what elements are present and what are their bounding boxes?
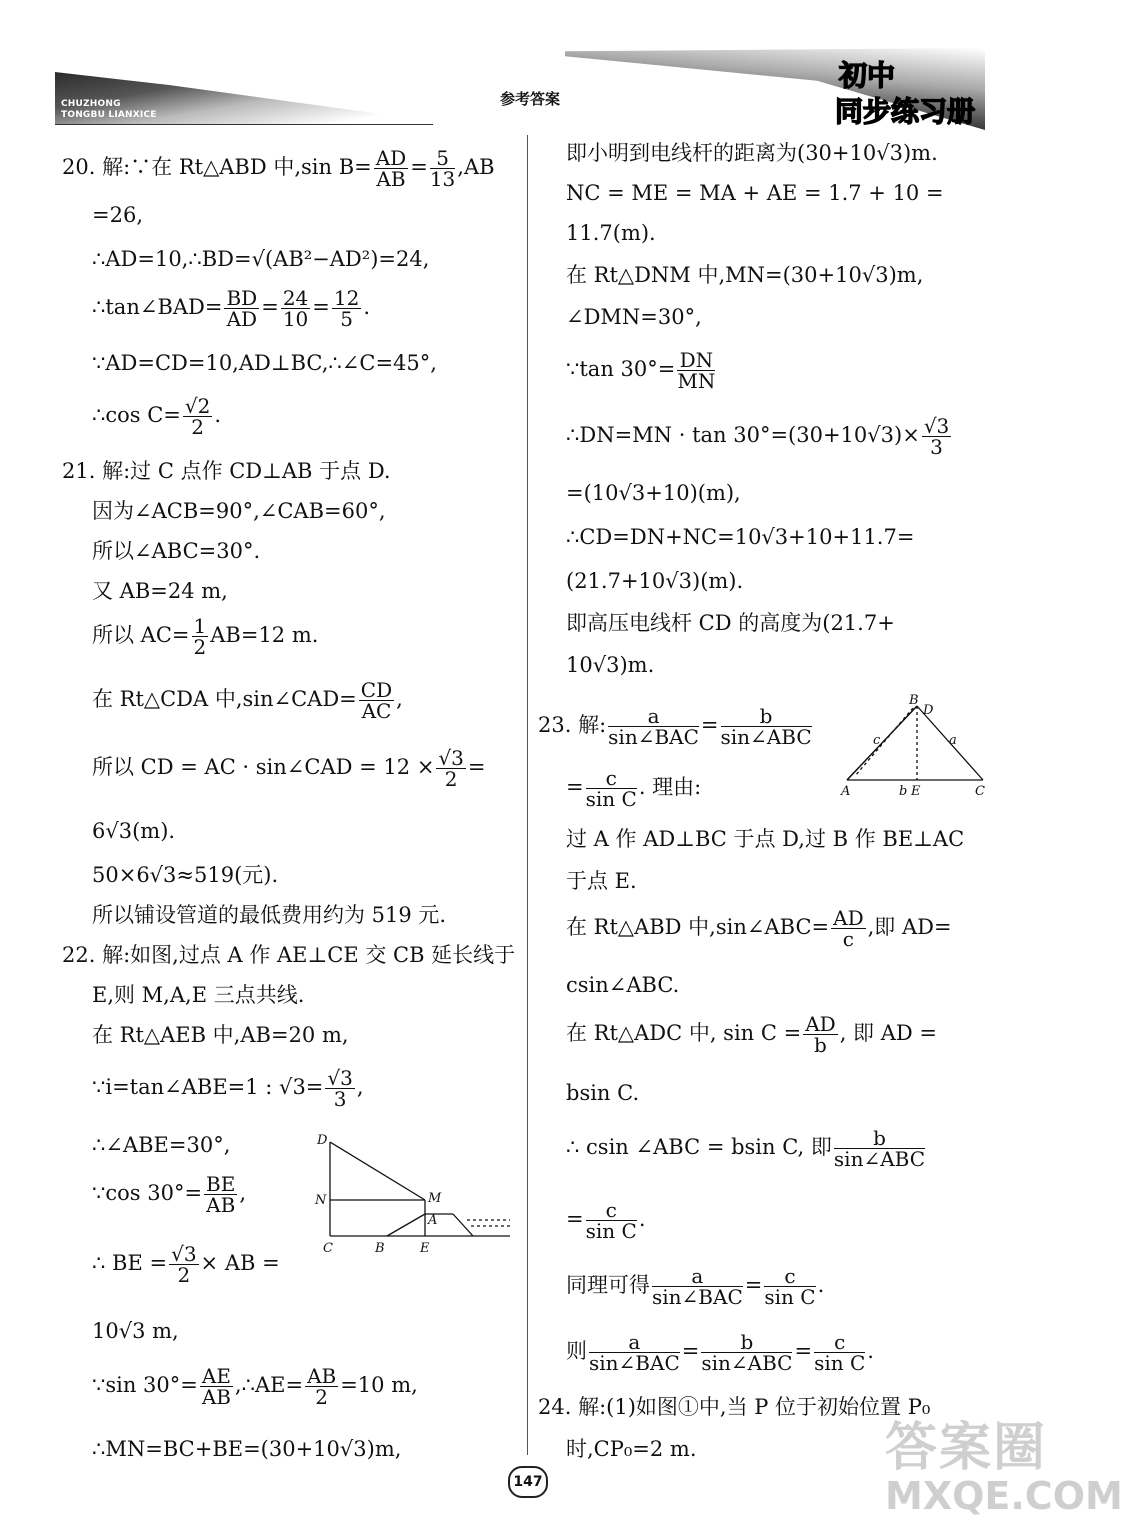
q23-line10: = $\frac{c}{\text{sin C}}$ . [566, 1198, 646, 1243]
fig22-label-D: D [317, 1133, 328, 1148]
q22-line7: ∴ BE = $\frac{√3}{2}$ × AB = [92, 1242, 280, 1287]
q21-line8: 6√3(m). [92, 819, 176, 843]
q22-line8: 10√3 m, [92, 1319, 179, 1343]
fig22-label-A: A [428, 1213, 438, 1228]
q21-line5: 所以 AC= $\frac{1}{2}$ AB=12 m. [92, 614, 319, 659]
q24-line2: 时,CP₀=2 m. [566, 1437, 697, 1461]
q21-line3: 所以∠ABC=30°. [92, 539, 261, 563]
fig22-label-M: M [428, 1191, 442, 1206]
fig22-label-E: E [420, 1241, 430, 1256]
q23-line7: 在 Rt△ADC 中, sin C = $\frac{AD}{b}$ , 即 AD = [566, 1012, 938, 1057]
watermark [885, 1420, 1123, 1516]
q23-line9: ∴ csin ∠ABC = bsin C, 即 $\frac{b}{\text{sin∠ABC}}$ [566, 1126, 926, 1171]
r22-line8: =(10√3+10)(m), [566, 481, 741, 505]
brand-bottom: 同步练习册 [834, 95, 975, 128]
watermark-top: 答案圈 [885, 1418, 1048, 1478]
q23-line1: 23. 解: $\frac{a}{\text{sin∠BAC}}$ = $\frac{b}{\text{sin∠ABC}}$ [538, 704, 812, 749]
r22-line7: ∴DN=MN · tan 30°=(30+10√3)× $\frac{√3}{3}$ [566, 414, 950, 459]
r22-line6: ∵tan 30°= $\frac{DN}{MN}$ [566, 348, 716, 393]
q20-line3: ∴AD=10,∴BD=√(AB²−AD²)=24, [92, 247, 430, 271]
fig23-label-B: B [909, 693, 919, 708]
q23-line2: = $\frac{c}{\text{sin C}}$ . 理由: [566, 766, 702, 811]
q23-line3: 过 A 作 AD⊥BC 于点 D,过 B 作 BE⊥AC [566, 827, 965, 851]
header-left-band [55, 72, 435, 124]
header-title: 参考答案 [499, 90, 560, 108]
r22-line11: 即高压电线杆 CD 的高度为(21.7+ [566, 611, 895, 635]
watermark-bottom: MXQE.COM [885, 1474, 1123, 1518]
q21-line6: 在 Rt△CDA 中,sin∠CAD= $\frac{CD}{AC}$ , [92, 678, 403, 723]
q22-line5: ∴∠ABE=30°, [92, 1133, 231, 1157]
q20-line1: 20. 解:∵在 Rt△ABD 中,sin B= $\frac{AD}{AB}$ = $\frac{5}{13}$ ,AB [62, 146, 495, 191]
fig23-label-a: a [949, 733, 957, 748]
r22-line2: NC = ME = MA + AE = 1.7 + 10 = [566, 181, 944, 205]
q22-line10: ∴MN=BC+BE=(30+10√3)m, [92, 1437, 402, 1461]
r22-line5: ∠DMN=30°, [566, 305, 702, 329]
q22-figure [305, 1130, 520, 1260]
q23-line12: 则 $\frac{a}{\text{sin∠BAC}}$ = $\frac{b}{\text{sin∠ABC}}$ = $\frac{c}{\text{sin C}}$ . [566, 1330, 874, 1375]
r22-line1: 即小明到电线杆的距离为(30+10√3)m. [566, 141, 938, 165]
q21-line9: 50×6√3≈519(元). [92, 863, 279, 887]
header-brand [565, 48, 985, 130]
q20-line4: ∴tan∠BAD= $\frac{BD}{AD}$ = $\frac{24}{10}$ = $\frac{12}{5}$ . [92, 286, 371, 331]
fig22-label-B: B [375, 1241, 385, 1256]
q20-line6: ∴cos C= $\frac{√2}{2}$ . [92, 394, 222, 439]
r22-line12: 10√3)m. [566, 653, 655, 677]
r22-line4: 在 Rt△DNM 中,MN=(30+10√3)m, [566, 263, 924, 287]
header-pinyin-1: CHUZHONG [61, 99, 121, 109]
q22-line1: 22. 解:如图,过点 A 作 AE⊥CE 交 CB 延长线于 [62, 943, 516, 967]
r22-line9: ∴CD=DN+NC=10√3+10+11.7= [566, 525, 915, 549]
q24-line1: 24. 解:(1)如图①中,当 P 位于初始位置 P₀ [538, 1395, 931, 1419]
fig23-label-D: D [923, 703, 934, 718]
column-divider [527, 135, 528, 1455]
brand-top: 初中 [838, 59, 895, 92]
q20-line5: ∵AD=CD=10,AD⊥BC,∴∠C=45°, [92, 351, 437, 375]
q21-line2: 因为∠ACB=90°,∠CAB=60°, [92, 499, 386, 523]
fig23-label-C: C [975, 784, 985, 799]
fig23-label-c: c [873, 733, 881, 748]
q22-line3: 在 Rt△AEB 中,AB=20 m, [92, 1023, 349, 1047]
fig22-label-N: N [315, 1193, 327, 1208]
q22-line9: ∵sin 30°= $\frac{AE}{AB}$ ,∴AE= $\frac{AB}{2}$ =10 m, [92, 1364, 418, 1409]
q23-line11: 同理可得 $\frac{a}{\text{sin∠BAC}}$ = $\frac{c}{\text{sin C}}$ . [566, 1264, 825, 1309]
r22-line10: (21.7+10√3)(m). [566, 569, 744, 593]
fig23-label-A: A [841, 784, 851, 799]
fig22-label-C: C [323, 1241, 333, 1256]
q23-figure [835, 692, 995, 802]
header-pinyin-2: TONGBU LIANXICE [61, 110, 157, 120]
q21-line1: 21. 解:过 C 点作 CD⊥AB 于点 D. [62, 459, 391, 483]
q20-line2: =26, [92, 203, 143, 227]
q21-line4: 又 AB=24 m, [92, 579, 228, 603]
q21-line7: 所以 CD = AC · sin∠CAD = 12 × $\frac{√3}{2}$ = [92, 746, 486, 791]
r22-line3: 11.7(m). [566, 221, 656, 245]
q23-line8: bsin C. [566, 1081, 640, 1105]
page-number: 147 [508, 1466, 548, 1498]
q23-line4: 于点 E. [566, 869, 637, 893]
q21-line10: 所以铺设管道的最低费用约为 519 元. [92, 903, 447, 927]
fig23-label-b: b [899, 784, 908, 799]
q23-line6: csin∠ABC. [566, 973, 680, 997]
q23-line5: 在 Rt△ABD 中,sin∠ABC= $\frac{AD}{c}$ ,即 AD= [566, 906, 952, 951]
fig23-label-E: E [911, 784, 921, 799]
q22-line2: E,则 M,A,E 三点共线. [92, 983, 305, 1007]
q22-line6: ∵cos 30°= $\frac{BE}{AB}$ , [92, 1172, 247, 1217]
header-rule [55, 124, 433, 125]
q22-line4: ∵i=tan∠ABE=1 : √3= $\frac{√3}{3}$ , [92, 1066, 364, 1111]
